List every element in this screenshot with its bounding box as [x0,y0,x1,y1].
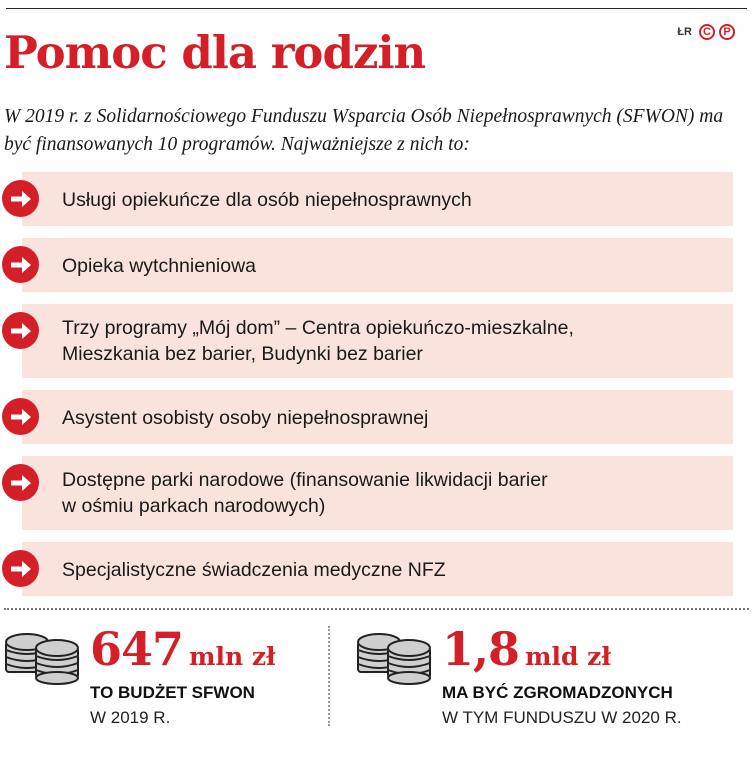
program-text: Specjalistyczne świadczenia medyczne NFZ [62,559,446,581]
section-divider [4,608,749,610]
program-text: Opieka wytchnieniowa [62,255,257,277]
program-text: Dostępne parki narodowe (finansowanie likwidacji barier w ośmiu parkach narodowych) [62,469,548,517]
program-text: Usługi opiekuńcze dla osób niepełnosprawnych [62,189,472,211]
program-item [0,304,733,378]
copyright-c-icon: C [699,24,715,40]
arrow-right-circle-icon [2,246,39,283]
arrow-right-circle-icon [2,180,39,217]
arrow-right-circle-icon [2,312,39,349]
stat-value [442,622,611,676]
top-rule [6,8,747,9]
arrow-right-circle-icon [2,464,39,501]
stats-divider [328,626,330,726]
credit-initials: ŁR [677,26,692,38]
stat-fund-2020 [350,622,750,752]
stat-subtext: W 2019 R. [90,708,171,727]
arrow-right-circle-icon [2,550,39,587]
stat-unit: mln zł [189,642,276,671]
stat-unit: mld zł [525,642,611,671]
credit [677,24,735,40]
program-item [0,456,733,530]
stat-number: 647 [90,622,184,676]
coin-stack-icon [4,626,84,686]
program-item [0,238,733,292]
intro-text: W 2019 r. z Solidarnościowego Funduszu Wsparcia Osób Niepełnosprawnych (SFWON) ma być finansowanych 10 programów. Najważniejsze z nich to: [4,106,724,155]
stat-number: 1,8 [442,622,520,676]
coin-stack-icon [356,626,436,686]
copyright-p-icon: P [719,24,735,40]
stat-value [90,622,276,676]
program-item [0,390,733,444]
stat-label: MA BYĆ ZGROMADZONYCH [442,683,673,702]
program-item [0,542,733,596]
program-text: Asystent osobisty osoby niepełnosprawnej [62,407,429,429]
program-item [0,172,733,226]
program-text: Trzy programy „Mój dom” – Centra opiekuńczo-mieszkalne, Mieszkania bez barier, Budynki bez barier [62,317,574,365]
stat-budget-2019 [0,622,320,752]
arrow-right-circle-icon [2,398,39,435]
page-title: Pomoc dla rodzin [4,26,426,79]
stat-subtext: W TYM FUNDUSZU W 2020 R. [442,708,682,727]
stat-label: TO BUDŻET SFWON [90,683,255,702]
